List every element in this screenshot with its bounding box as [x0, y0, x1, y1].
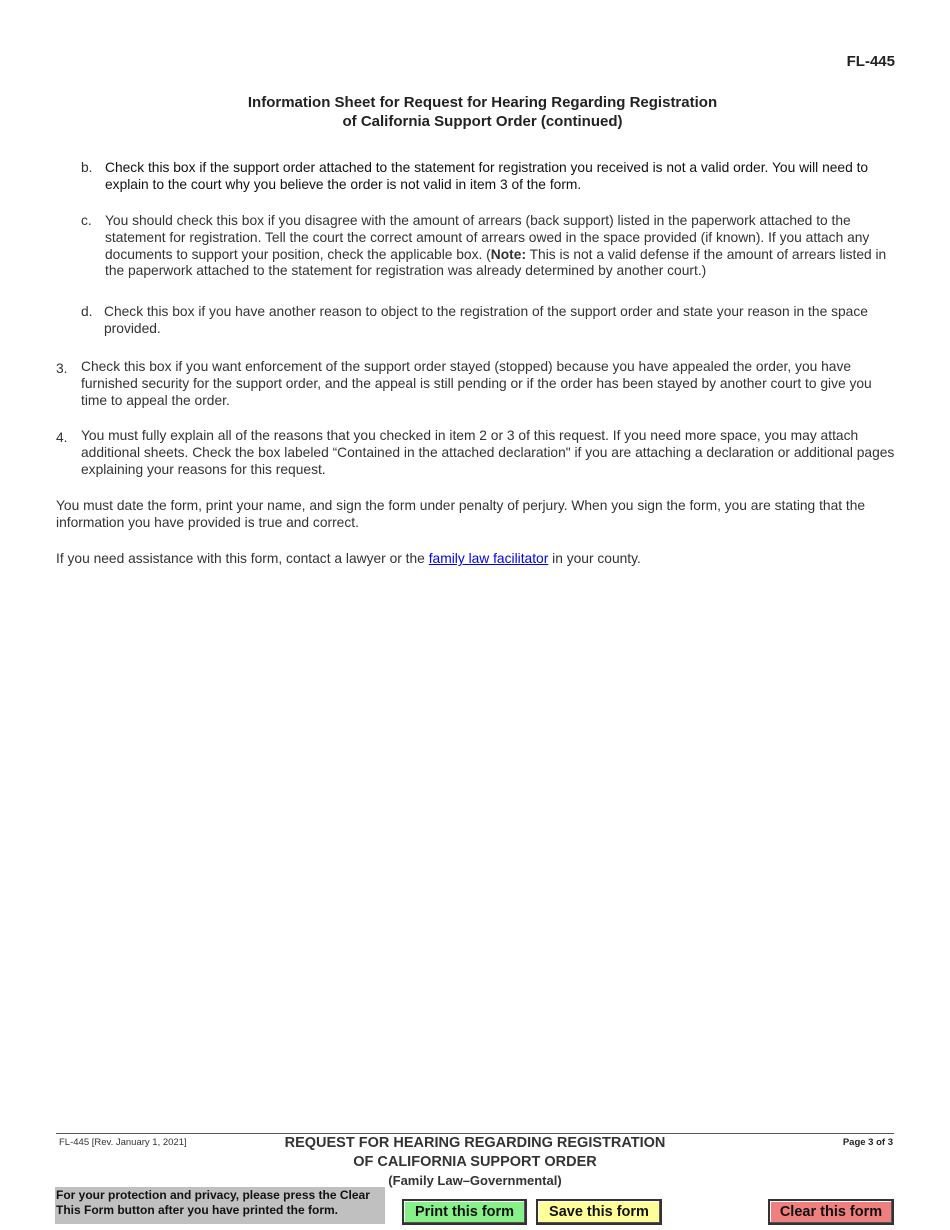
item-4-text: You must fully explain all of the reasons that you checked in item 2 or 3 of this request. If you need more space, you may attach additional sheets. Check the box labeled “Contained in the attached declaration" if you are attaching a declaration or additional pages explaining your reasons for this request.: [81, 428, 895, 477]
item-b-text: Check this box if the support order attached to the statement for registration you received is not a valid order. You will need to explain to the court why you believe the order is not valid in item 3 of the form.: [105, 160, 869, 192]
item-c-text-after: This is not a valid defense if the amount of arrears listed in the paperwork attached to the statement for registration was already determined by another court.): [105, 246, 887, 279]
item-c-text-before: You should check this box if you disagree with the amount of arrears (back support) listed in the paperwork attached to the statement for registration. Tell the court the correct amount of arrears owed in the space provided (if known). If you attach any documents to support your position, check the applicable box. (: [105, 213, 870, 262]
item-3-text: Check this box if you want enforcement of the support order stayed (stopped) because you have appealed the order, you have furnished security for the support order, and the appeal is still pending or if the order has been stayed by another court to give you time to appeal the order.: [81, 359, 872, 408]
item-b: [81, 160, 901, 194]
item-b-marker: b.: [81, 160, 93, 175]
item-d-marker: d.: [81, 304, 93, 319]
signing-instructions: You must date the form, print your name, and sign the form under penalty of perjury. When you sign the form, you are stating that the information you have provided is true and correct.: [56, 498, 866, 530]
item-4-marker: 4.: [56, 430, 68, 445]
item-3: [56, 359, 901, 409]
item-c: [81, 213, 901, 280]
family-law-facilitator-link[interactable]: family law facilitator: [428, 551, 549, 566]
privacy-notice: For your protection and privacy, please press the Clear This Form button after you have printed the form.: [55, 1187, 385, 1224]
item-d-text: Check this box if you have another reason to object to the registration of the support order and state your reason in the space provided.: [104, 304, 868, 336]
clear-form-button[interactable]: Clear this form: [768, 1199, 894, 1225]
item-3-marker: 3.: [56, 361, 68, 376]
form-number: FL-445: [846, 53, 895, 70]
assistance-note: [56, 551, 896, 568]
item-d: [81, 304, 901, 338]
page-number: Page 3 of 3: [842, 1137, 893, 1148]
assistance-text-after: in your county.: [548, 551, 641, 566]
print-form-button[interactable]: Print this form: [402, 1199, 527, 1225]
save-form-button[interactable]: Save this form: [536, 1199, 662, 1225]
item-c-marker: c.: [81, 213, 92, 228]
page-title: [0, 93, 950, 131]
title-line-2: of California Support Order (continued): [342, 113, 623, 130]
note-label: Note:: [490, 246, 527, 262]
footer-title-line-1: REQUEST FOR HEARING REGARDING REGISTRATION: [284, 1135, 666, 1151]
footer-title: [0, 1134, 950, 1190]
item-c-text: [105, 213, 901, 280]
revision-date: FL-445 [Rev. January 1, 2021]: [59, 1137, 187, 1148]
assistance-text-before: If you need assistance with this form, contact a lawyer or the: [56, 551, 429, 566]
item-4: [56, 428, 901, 478]
footer-title-line-2: OF CALIFORNIA SUPPORT ORDER: [353, 1154, 597, 1170]
footer-subtitle: (Family Law–Governmental): [388, 1173, 562, 1188]
title-line-1: Information Sheet for Request for Hearing Regarding Registration: [247, 94, 718, 111]
